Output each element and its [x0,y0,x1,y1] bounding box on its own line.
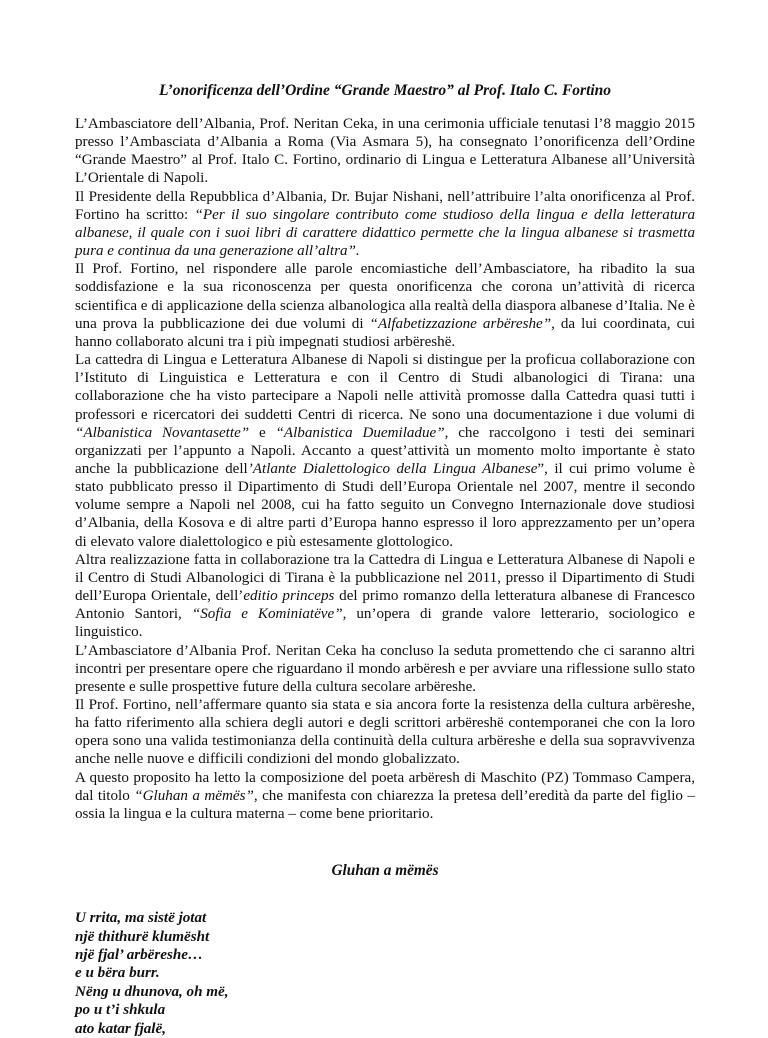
collab-text-3: , che raccolgono i testi dei seminari organizzati per l’appunto a Napoli. Accanto a quest’attività un momento molto importante è stato anche la pubblicazione dell [75,424,696,477]
paragraph-poem-intro [75,769,695,823]
paragraph-response [75,260,695,351]
collab-title-novantasette: “Albanistica Novantasette” [75,424,250,441]
collab-text-1: La cattedra di Lingua e Letteratura Albanese di Napoli si distingue per la proficua collaborazione con l’Istituto di Linguistica e Letteratura e con il Centro di Studi albanologici di Tirana: una collaborazione che ha visto partecipare a Napoli nelle attività promosse dalla Cattedra quasi tutti i professori e ricercatori dei suddetti Centri di ricerca. Ne sono una documentazione i due volumi di [75,352,695,423]
paragraph-resistance: Il Prof. Fortino, nell’affermare quanto sia stata e sia ancora forte la resistenza della cultura arbëreshe, ha fatto riferimento alla schiera degli autori e degli scrittori arbëreshë contemporanei che con la loro opera sono una valida testimonianza della continuità della cultura arbëreshe e della sua sopravvivenza anche nelle nuove e difficili condizioni del mondo globalizzato. [75,697,695,768]
paragraph-santori [75,551,695,642]
poem-stanza [75,909,695,1038]
santori-editio-princeps: editio princeps [243,588,335,605]
poem-line: e u bëra burr. [75,965,160,982]
article-body [75,115,695,823]
santori-text-3: , un’opera di grande valore letterario, sociologico e linguistico. [75,606,695,641]
response-title-alfabetizzazione: “Alfabetizzazione arbëreshe”, [369,315,555,332]
poem-intro-text-2: , che manifesta con chiarezza la pretesa dell’eredità da parte del figlio – ossia la lingua e la cultura materna – come bene prioritario. [75,787,695,822]
poem-line: ato katar fjalë, [75,1020,166,1037]
response-text-1: Il Prof. Fortino, nel rispondere alle parole encomiastiche dell’Ambasciatore, ha ribadito la sua soddisfazione e la sua riconoscenza per questa onorificenza che corona un’attività di ricerca scientifica e di applicazione della scienza albanologica alla realtà della diaspora albanese d’Italia. Ne è una prova la pubblicazione dei due volumi di [75,261,695,332]
president-text: Il Presidente della Repubblica d’Albania, Dr. Bujar Nishani, nell’attribuire l’alta onorificenza al Prof. Fortino ha scritto: [75,188,695,223]
collab-text-4: ”, il cui primo volume è stato pubblicato presso il Dipartimento di Studi dell’Europa Orientale nel 2007, mentre il secondo volume sempre a Napoli nel 2008, cui ha fatto seguito un Convegno Internazionale dove studiosi d’Albania, della Kosova e di altre parti d’Europa hanno espresso il loro apprezzamento per un’opera di elevato valore dialettologico e più estesamente glottologico. [75,460,696,550]
paragraph-president [75,188,695,261]
santori-text-2: del primo romanzo della letteratura albanese di Francesco Antonio Santori, [75,588,695,623]
poem-line: një thithurë klumësht [75,928,210,945]
poem-title: Gluhan a mëmës [331,862,439,880]
collab-title-atlante: ’Atlante Dialettologico della Lingua Albanese [247,460,538,477]
santori-title-sofia: “Sofia e Kominiatëve” [191,606,343,623]
poem-intro-text-1: A questo proposito ha letto la composizione del poeta arbëresh di Maschito (PZ) Tommaso Campera, dal titolo [75,769,695,804]
poem-line: U rrita, ma sistë jotat [75,910,207,927]
paragraph-conclusion: L’Ambasciatore d’Albania Prof. Neritan Ceka ha concluso la seduta promettendo che ci saranno altri incontri per presentare opere che riguardano il mondo arbëresh e per avviare una riflessione sullo stato presente e sulle prospettive future della cultura secolare arbëreshe. [75,642,695,695]
article-title: L’onorificenza dell’Ordine “Grande Maestro” al Prof. Italo C. Fortino [158,82,612,99]
paragraph-ceremony: L’Ambasciatore dell’Albania, Prof. Neritan Ceka, in una cerimonia ufficiale tenutasi l’8 maggio 2015 presso l’Ambasciata d’Albania a Roma (Via Asmara 5), ha consegnato l’onorificenza dell’Ordine “Grande Maestro” al Prof. Italo C. Fortino, ordinario di Lingua e Letteratura Albanese all’Università L’Orientale di Napoli. [75,116,695,187]
poem-line: Nëng u dhunova, oh më, [75,983,229,1000]
santori-text-1: Altra realizzazione fatta in collaborazione tra la Cattedra di Lingua e Letteratura Albanese di Napoli e il Centro di Studi Albanologici di Tirana è la pubblicazione nel 2011, presso il Dipartimento di Studi dell’Europa Orientale, dell’ [75,551,695,605]
president-quote: “Per il suo singolare contributo come studioso della lingua e della letteratura albanese, il quale con i suoi libri di carattere didattico permette che la lingua albanese si trasmetta pura e continua da una generazione all’altra”. [75,206,695,260]
poem-line: po u t’i shkula [75,1002,166,1019]
response-text-2: da lui coordinata, cui hanno collaborato alcuni tra i più impegnati studiosi arbëreshë. [75,315,696,350]
document-page [75,57,695,1038]
poem-line: një fjal’ arbëreshe… [75,946,204,963]
collab-text-2: e [249,424,276,441]
collab-title-duemiladue: “Albanistica Duemiladue” [275,424,445,441]
poem-intro-title: “Gluhan a mëmës” [134,787,254,804]
paragraph-collaboration [75,351,695,551]
